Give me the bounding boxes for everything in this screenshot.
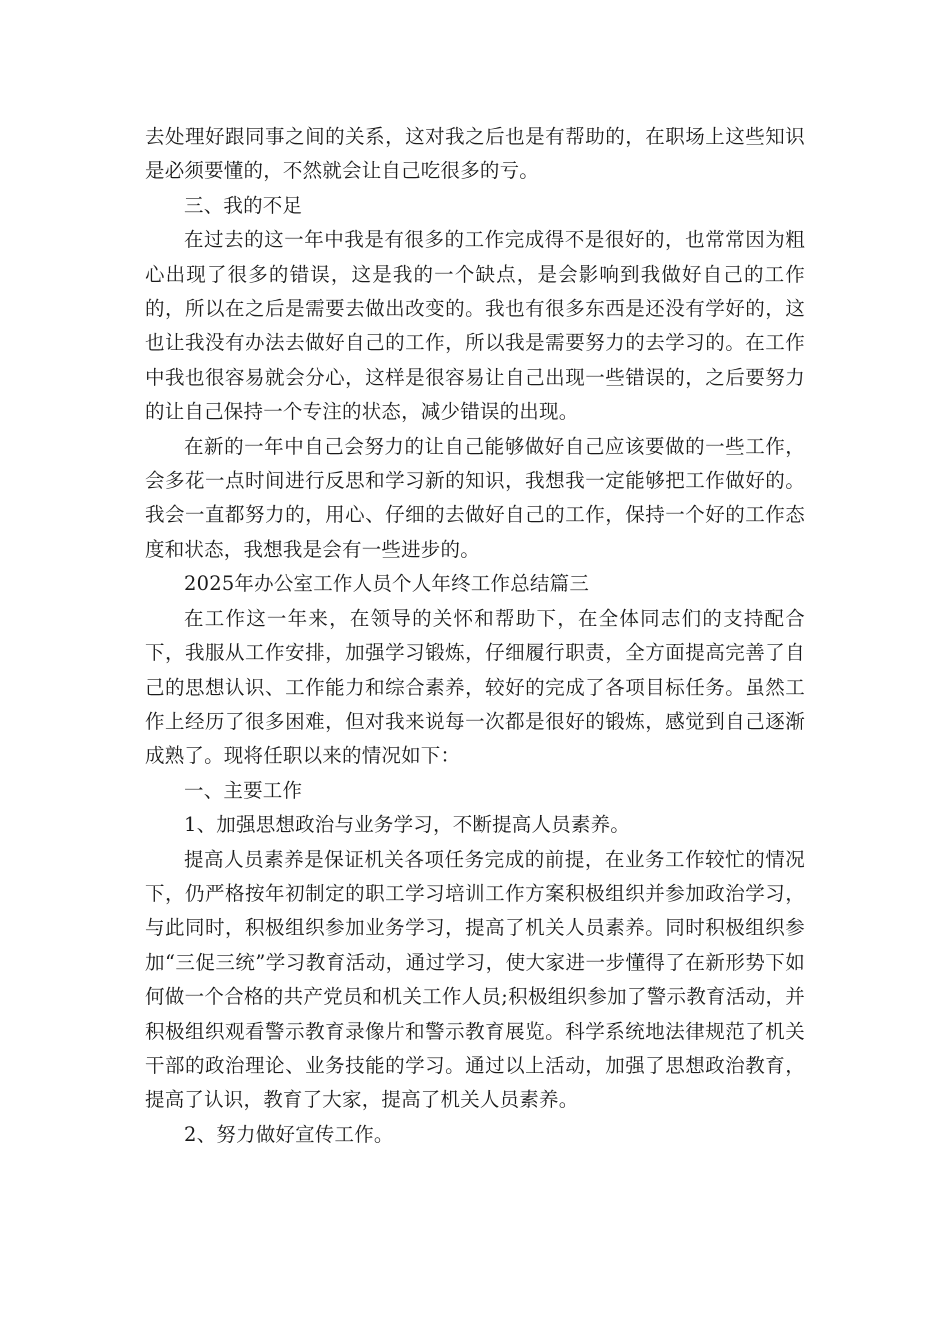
heading-summary-part-three: 2025年办公室工作人员个人年终工作总结篇三 <box>184 572 590 596</box>
subheading-political-study: 1、加强思想政治与业务学习，不断提高人员素养。 <box>184 813 631 837</box>
heading-main-work: 一、主要工作 <box>184 778 303 802</box>
paragraph-new-year: 在新的一年中自己会努力的让自己能够做好自己应该要做的一些工作，会多花一点时间进行反思和学习新的知识，我想我一定能够把工作做好的。我会一直都努力的，用心、仔细的去做好自己的工作，保持一个好的工作态度和状态，我想我是会有一些进步的。 <box>145 434 805 561</box>
document-body <box>145 120 805 1152</box>
paragraph-mistakes: 在过去的这一年中我是有很多的工作完成得不是很好的，也常常因为粗心出现了很多的错误，这是我的一个缺点，是会影响到我做好自己的工作的，所以在之后是需要去做出改变的。我也有很多东西是还没有学好的，这也让我没有办法去做好自己的工作，所以我是需要努力的去学习的。在工作中我也很容易就会分心，这样是很容易让自己出现一些错误的，之后要努力的让自己保持一个专注的状态，减少错误的出现。 <box>145 228 805 424</box>
paragraph-political-study: 提高人员素养是保证机关各项任务完成的前提，在业务工作较忙的情况下，仍严格按年初制定的职工学习培训工作方案积极组织并参加政治学习，与此同时，积极组织参加业务学习，提高了机关人员素养。同时积极组织参加“三促三统”学习教育活动，通过学习，使大家进一步懂得了在新形势下如何做一个合格的共产党员和机关工作人员;积极组织参加了警示教育活动，并积极组织观看警示教育录像片和警示教育展览。科学系统地法律规范了机关干部的政治理论、业务技能的学习。通过以上活动，加强了思想政治教育，提高了认识，教育了大家，提高了机关人员素养。 <box>145 847 805 1112</box>
paragraph-relationships: 去处理好跟同事之间的关系，这对我之后也是有帮助的，在职场上这些知识是必须要懂的，不然就会让自己吃很多的亏。 <box>145 125 805 183</box>
paragraph-year-overview: 在工作这一年来，在领导的关怀和帮助下，在全体同志们的支持配合下，我服从工作安排，加强学习锻炼，仔细履行职责，全方面提高完善了自己的思想认识、工作能力和综合素养，较好的完成了各项目标任务。虽然工作上经历了很多困难，但对我来说每一次都是很好的锻炼，感觉到自己逐渐成熟了。现将任职以来的情况如下： <box>145 606 805 768</box>
subheading-publicity-work: 2、努力做好宣传工作。 <box>184 1122 394 1146</box>
heading-shortcomings: 三、我的不足 <box>184 193 303 217</box>
